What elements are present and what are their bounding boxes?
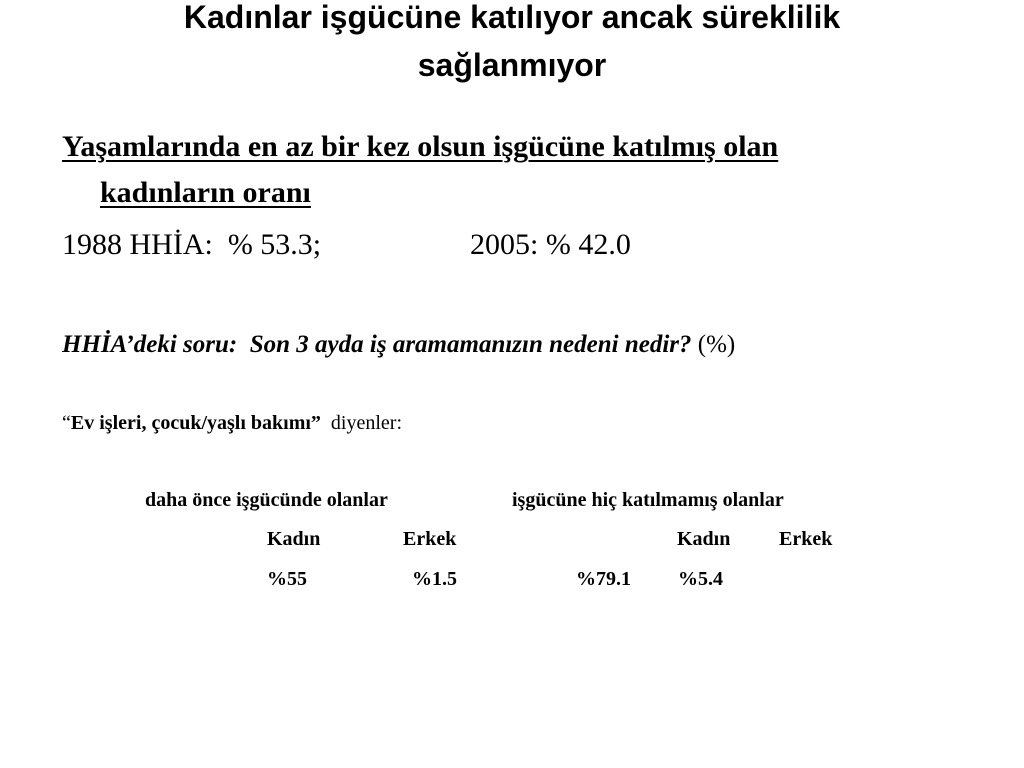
quote-line (62, 410, 402, 436)
table-header-group-1: daha önce işgücünde olanlar (145, 489, 388, 511)
group-2-col-man: Erkek (779, 528, 833, 550)
group-1-col-woman: Kadın (267, 528, 321, 550)
group-1-col-man: Erkek (403, 528, 457, 550)
group-2-col-woman: Kadın (677, 528, 731, 550)
stat-1988: 1988 HHİA: % 53.3; (62, 228, 322, 261)
slide-title-line-1: Kadınlar işgücüne katılıyor ancak süreklilik (183, 0, 841, 35)
section-heading-line-2: kadınların oranı (100, 176, 311, 209)
group-1-value-woman: %55 (267, 568, 307, 590)
quote-open-mark: “ (62, 412, 71, 434)
survey-question (62, 330, 735, 360)
survey-question-text: HHİA’deki soru: Son 3 ayda iş aramamanızın nedeni nedir? (62, 331, 692, 358)
group-1-value-man: %1.5 (412, 568, 457, 590)
quote-tail: diyenler: (330, 412, 403, 434)
group-2-value-man: %5.4 (678, 568, 723, 590)
stat-2005: 2005: % 42.0 (470, 228, 631, 261)
survey-question-unit: (%) (697, 331, 736, 358)
table-header-group-2: işgücüne hiç katılmamış olanlar (512, 489, 784, 511)
slide-title-line-2: sağlanmıyor (417, 47, 607, 83)
section-heading-line-1: Yaşamlarında en az bir kez olsun işgücüne katılmış olan (62, 130, 779, 163)
group-2-value-woman: %79.1 (576, 568, 631, 590)
quote-phrase: Ev işleri, çocuk/yaşlı bakımı” (70, 412, 321, 434)
